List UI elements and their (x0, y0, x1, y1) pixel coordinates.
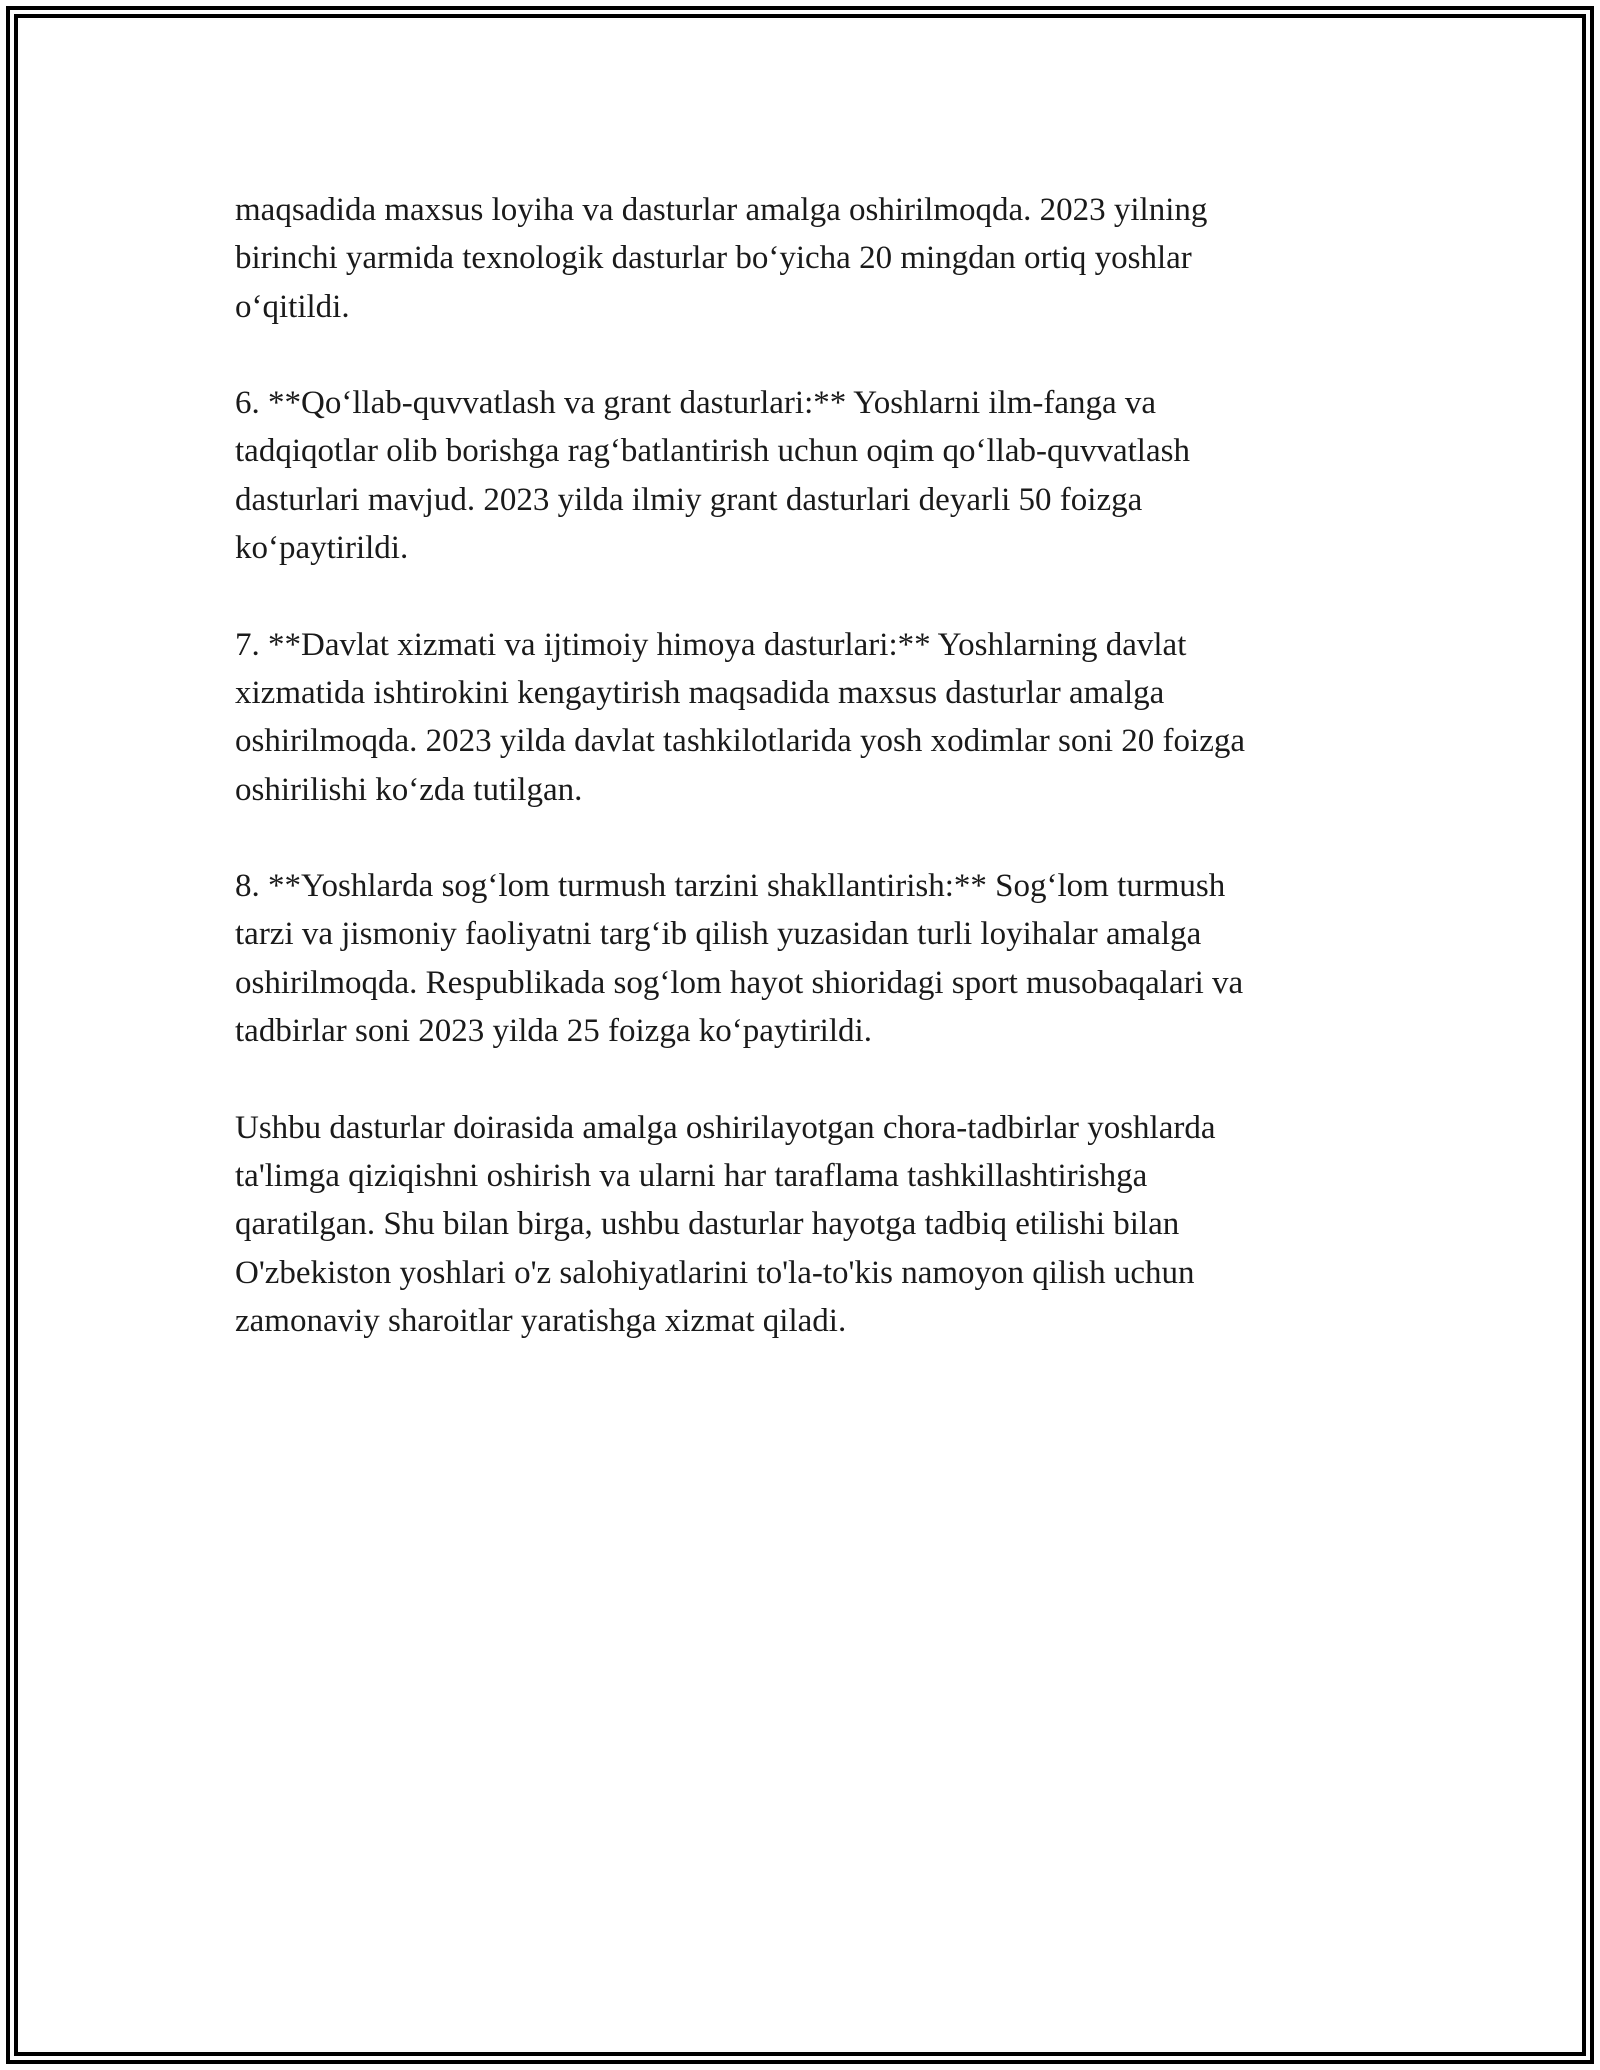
text-line: dasturlari mavjud. 2023 yilda ilmiy grant dasturlari deyarli 50 foizga (235, 481, 1143, 518)
paragraph-continuation (235, 186, 1375, 331)
text-line: 6. **Qo‘llab-quvvatlash va grant dasturlari:** Yoshlarni ilm-fanga va (235, 385, 1157, 422)
text-line: qaratilgan. Shu bilan birga, ushbu dasturlar hayotga tadbiq etilishi bilan (235, 1206, 1180, 1243)
text-line: tadqiqotlar olib borishga rag‘batlantirish uchun oqim qo‘llab-quvvatlash (235, 433, 1190, 470)
text-line: 8. **Yoshlarda sog‘lom turmush tarzini shakllantirish:** Sog‘lom turmush (235, 868, 1226, 905)
text-line: Ushbu dasturlar doirasida amalga oshirilayotgan chora-tadbirlar yoshlarda (235, 1109, 1216, 1146)
text-line: ta'limga qiziqishni oshirish va ularni har taraflama tashkillashtirishga (235, 1157, 1148, 1194)
paragraph-conclusion (235, 1104, 1375, 1345)
text-line: 7. **Davlat xizmati va ijtimoiy himoya dasturlari:** Yoshlarning davlat (235, 626, 1187, 663)
text-line: o‘qitildi. (235, 288, 350, 325)
paragraph-item-8 (235, 862, 1375, 1055)
text-line: zamonaviy sharoitlar yaratishga xizmat qiladi. (235, 1302, 847, 1339)
text-line: tarzi va jismoniy faoliyatni targ‘ib qilish yuzasidan turli loyihalar amalga (235, 916, 1202, 953)
text-line: O'zbekiston yoshlari o'z salohiyatlarini to'la-to'kis namoyon qilish uchun (235, 1254, 1195, 1291)
text-line: ko‘paytirildi. (235, 530, 409, 567)
text-line: birinchi yarmida texnologik dasturlar bo‘yicha 20 mingdan ortiq yoshlar (235, 240, 1192, 277)
text-line: oshirilmoqda. Respublikada sog‘lom hayot shioridagi sport musobaqalari va (235, 964, 1244, 1001)
text-line: oshirilishi ko‘zda tutilgan. (235, 771, 583, 808)
text-line: maqsadida maxsus loyiha va dasturlar amalga oshirilmoqda. 2023 yilning (235, 192, 1208, 228)
text-line: oshirilmoqda. 2023 yilda davlat tashkilotlarida yosh xodimlar soni 20 foizga (235, 723, 1245, 760)
paragraph-item-6 (235, 379, 1375, 572)
document-body (235, 186, 1375, 1393)
text-line: xizmatida ishtirokini kengaytirish maqsadida maxsus dasturlar amalga (235, 674, 1165, 711)
text-line: tadbirlar soni 2023 yilda 25 foizga ko‘paytirildi. (235, 1013, 872, 1050)
paragraph-item-7 (235, 621, 1375, 814)
